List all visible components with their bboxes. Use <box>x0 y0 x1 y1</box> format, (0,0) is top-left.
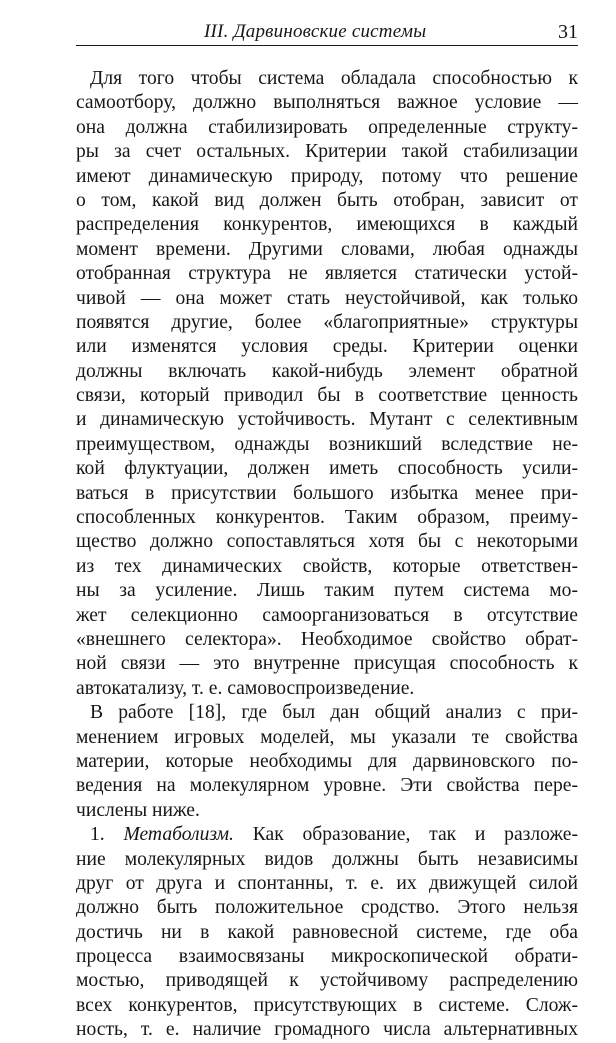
text-line: В работе [18], где был дан общий анализ с при- <box>90 702 578 724</box>
text-line: ваться в присутствии большого избытка менее при- <box>76 482 578 504</box>
text-line: Для того чтобы система обладала способностью к <box>90 68 578 89</box>
running-head <box>76 0 578 46</box>
text-line: появятся другие, более «благоприятные» структуры <box>76 311 578 333</box>
text-line: ность, т. е. наличие громадного числа альтернативных <box>76 1019 578 1041</box>
text-line: автокатализу, т. е. самовоспроизведение. <box>76 677 415 699</box>
text-line: способленных конкурентов. Таким образом, преиму- <box>76 507 578 529</box>
text-line: друг от друга и спонтанны, т. е. их движущей силой <box>76 872 578 894</box>
text-line: материи, которые необходимы для дарвиновского по- <box>76 750 578 772</box>
text-line: жет селекционно самоорганизоваться в отсутствие <box>76 604 578 626</box>
text-line: кой флуктуации, должен иметь способность усили- <box>76 458 578 480</box>
text-line: ры за счет остальных. Критерии такой стабилизации <box>76 141 578 163</box>
running-title: III. Дарвиновские системы <box>204 21 427 42</box>
text-line: момент времени. Другими словами, любая однажды <box>76 238 578 260</box>
text-line: ведения на молекулярном уровне. Эти свойства пере- <box>76 775 578 797</box>
text-line: отобранная структура не является статически устой- <box>76 263 578 285</box>
text-line: менением игровых моделей, мы указали те свойства <box>76 726 578 748</box>
paragraph-2 <box>76 701 578 823</box>
text-line: ние молекулярных видов должны быть независимы <box>76 848 578 870</box>
text-line: должны включать какой-нибудь элемент обратной <box>76 360 578 382</box>
text-line: должно быть положительное сродство. Этого нельзя <box>76 897 578 919</box>
text-line: «внешнего селектора». Необходимое свойство обрат- <box>76 628 578 650</box>
text-line: процесса взаимосвязаны микроскопической обрати- <box>76 946 578 968</box>
text-line: ной связи — это внутренне присущая способность к <box>76 653 578 675</box>
text-line: ны за усиление. Лишь таким путем система мо- <box>76 580 578 602</box>
text-line: о том, какой вид должен быть отобран, зависит от <box>76 189 578 211</box>
text-line: всех конкурентов, присутствующих в системе. Слож- <box>76 994 578 1016</box>
text-line <box>76 823 578 847</box>
text-line: достичь ни в какой равновесной системе, где оба <box>76 921 578 943</box>
text-line: самоотбору, должно выполняться важное условие — <box>76 92 578 114</box>
text-line: из тех динамических свойств, которые ответствен- <box>76 555 578 577</box>
text-line: преимуществом, однажды возникший вследствие не- <box>76 433 578 455</box>
page-number: 31 <box>558 21 578 43</box>
text-line: распределения конкурентов, имеющихся в каждый <box>76 214 578 236</box>
text-line: мостью, приводящей к устойчивому распределению <box>76 970 578 992</box>
body-text <box>76 67 578 1043</box>
text-line: связи, который приводил бы в соответствие ценность <box>76 385 578 407</box>
text-line-rest: Как образование, так и разложе- <box>252 824 578 846</box>
text-line: чивой — она может стать неустойчивой, как только <box>76 287 578 309</box>
text-line: и динамическую устойчивость. Мутант с селективным <box>76 409 578 431</box>
text-line: она должна стабилизировать определенные структу- <box>76 116 578 138</box>
paragraph-1 <box>76 67 578 701</box>
list-number: 1. <box>90 824 105 846</box>
paragraph-3 <box>76 823 578 1043</box>
list-term: Метаболизм. <box>123 824 234 846</box>
text-line: имеют динамическую природу, потому что решение <box>76 165 578 187</box>
text-line: или изменятся условия среды. Критерии оценки <box>76 336 578 358</box>
text-line: числены ниже. <box>76 799 200 821</box>
text-line: щество должно сопоставляться хотя бы с некоторыми <box>76 531 578 553</box>
